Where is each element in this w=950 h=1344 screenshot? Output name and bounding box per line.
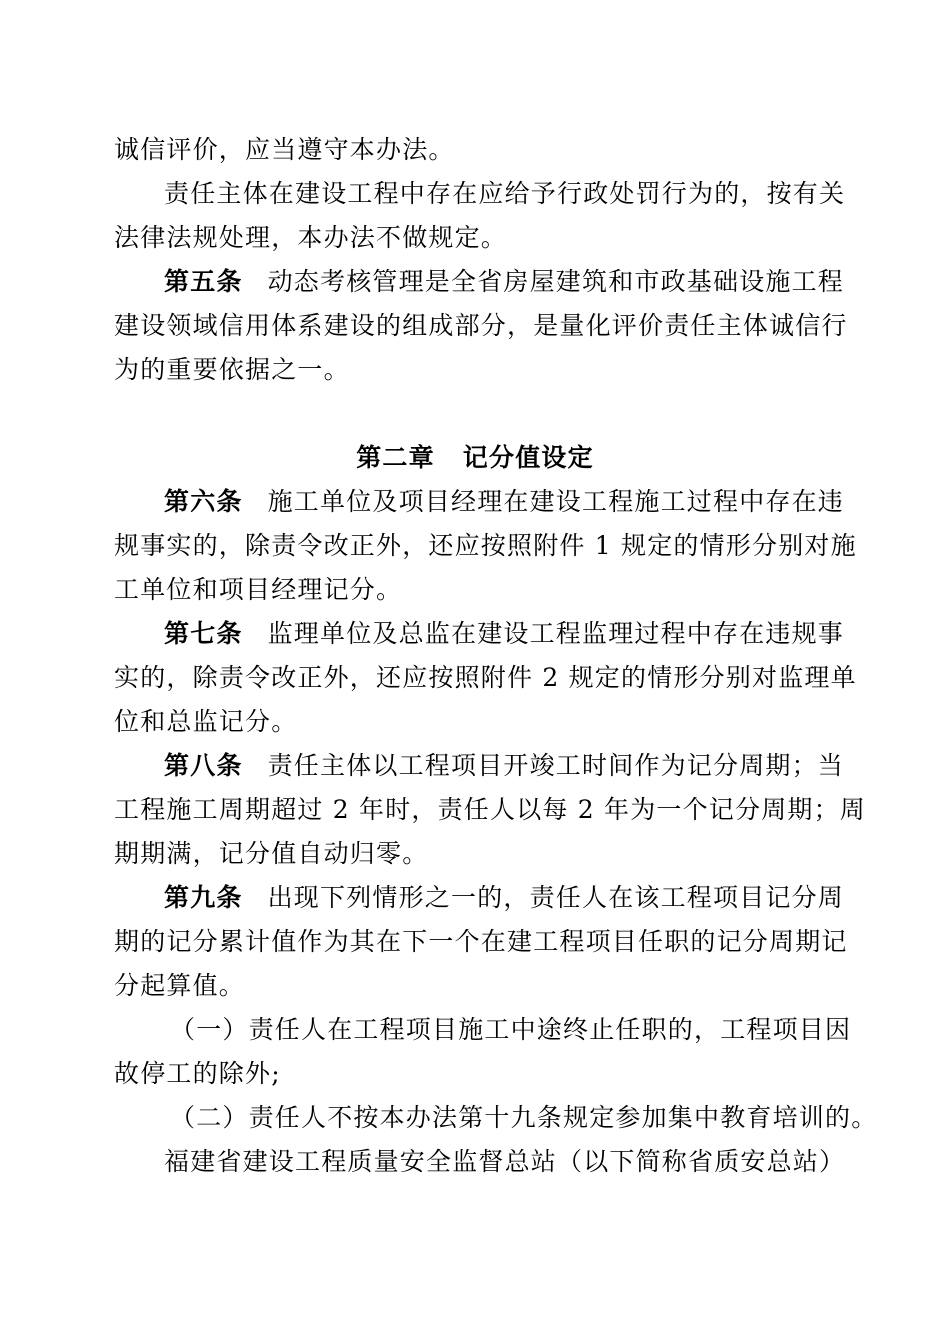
article-text: 责任主体以工程项目开竣工时间作为记分周期；当 [267,751,845,780]
text-line: 为的重要依据之一。 [114,355,350,384]
text-line [114,260,845,304]
article-label: 第八条 [164,751,243,780]
chapter-title: 记分值设定 [462,443,594,472]
article-6 [114,480,857,612]
article-text: 出现下列情形之一的，责任人在该工程项目记分周 [267,883,845,912]
text-line: 责任主体在建设工程中存在应给予行政处罚行为的，按有关 [164,179,846,208]
text-line: 实的，除责令改正外，还应按照附件 2 规定的情形分别对监理单 [114,663,857,692]
text-line [114,876,845,920]
text-line [114,744,845,788]
paragraph-last [114,1140,846,1184]
text-line: 故停工的除外; [114,1059,281,1088]
text-line: 法律法规处理，本办法不做规定。 [114,223,508,252]
text-line: 福建省建设工程质量安全监督总站（以下简称省质安总站） [164,1147,846,1176]
text-line: （一）责任人在工程项目施工中途终止任职的，工程项目因 [170,1015,852,1044]
article-label: 第七条 [164,619,243,648]
article-label: 第五条 [164,267,243,296]
text-line: 诚信评价，应当遵守本办法。 [114,135,455,164]
text-line: 规事实的，除责令改正外，还应按照附件 1 规定的情形分别对施 [114,531,857,560]
chapter-heading [114,436,836,480]
paragraph-2 [114,172,846,260]
article-8 [114,744,867,876]
text-line: 期期满，记分值自动归零。 [114,839,429,868]
article-9 [114,876,848,1008]
article-text: 施工单位及项目经理在建设工程施工过程中存在违 [267,487,845,516]
text-line [114,480,845,524]
article-text: 动态考核管理是全省房屋建筑和市政基础设施工程 [267,267,845,296]
article-text: 监理单位及总监在建设工程监理过程中存在违规事 [267,619,845,648]
article-7 [114,612,857,744]
list-item-1 [114,1008,852,1096]
article-label: 第六条 [164,487,243,516]
text-line: 工程施工周期超过 2 年时，责任人以每 2 年为一个记分周期；周 [114,795,867,824]
text-line: 位和总监记分。 [114,707,298,736]
text-line: 期的记分累计值作为其在下一个在建工程项目任职的记分周期记 [114,927,848,956]
text-line [114,612,845,656]
text-line: （二）责任人不按本办法第十九条规定参加集中教育培训的。 [170,1103,878,1132]
chapter-number: 第二章 [356,443,435,472]
article-5 [114,260,848,392]
article-label: 第九条 [164,883,243,912]
text-line: 建设领域信用体系建设的组成部分，是量化评价责任主体诚信行 [114,311,848,340]
text-line: 分起算值。 [114,971,246,1000]
text-line: 工单位和项目经理记分。 [114,575,403,604]
paragraph-1 [114,128,836,172]
list-item-2 [114,1096,878,1140]
document-page [114,128,878,1184]
